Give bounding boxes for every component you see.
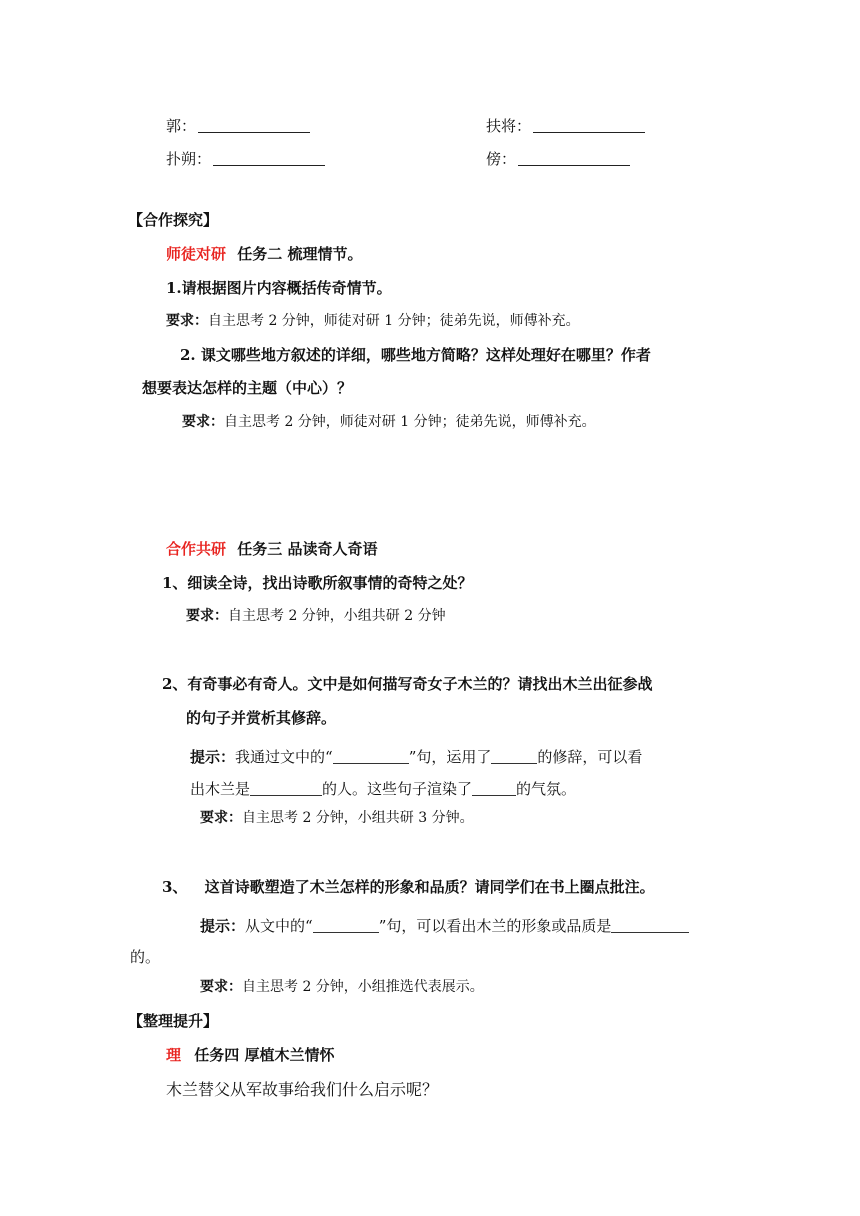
fill-pushuo — [166, 148, 325, 169]
hint-text: 的气氛。 — [516, 780, 577, 798]
requirement-label: 要求： — [200, 810, 242, 826]
answer-blank[interactable] — [250, 781, 322, 796]
task-title: 任务二 梳理情节。 — [237, 245, 363, 263]
fill-bang — [486, 148, 630, 169]
task3-question-2-line1: 2、有奇事必有奇人。文中是如何描写奇女子木兰的？请找出木兰出征参战 — [162, 675, 653, 693]
fill-label: 傍： — [486, 150, 517, 168]
answer-blank[interactable] — [491, 749, 537, 764]
requirement-label: 要求： — [186, 608, 228, 624]
question-number: 3、 — [162, 878, 188, 896]
answer-blank[interactable] — [313, 918, 379, 933]
requirement-5 — [200, 976, 484, 996]
requirement-label: 要求： — [200, 979, 242, 995]
requirement-text: 自主思考 2 分钟，小组推选代表展示。 — [242, 979, 484, 995]
requirement-label: 要求： — [166, 313, 208, 329]
requirement-text: 自主思考 2 分钟，小组共研 3 分钟。 — [242, 810, 474, 826]
hint-label: 提示： — [190, 748, 236, 766]
requirement-4 — [200, 807, 474, 827]
fill-label: 扑朔： — [166, 150, 212, 168]
fill-label: 扶将： — [486, 117, 532, 135]
fill-fujiang — [486, 115, 645, 136]
task-tag: 师徒对研 — [166, 245, 227, 263]
requirement-2 — [182, 411, 596, 431]
answer-blank[interactable] — [213, 151, 325, 166]
answer-blank[interactable] — [472, 781, 516, 796]
task-title: 任务三 品读奇人奇语 — [237, 540, 378, 558]
answer-blank[interactable] — [333, 749, 409, 764]
question-text: 这首诗歌塑造了木兰怎样的形象和品质？请同学们在书上圈点批注。 — [204, 878, 655, 896]
hint-text: ”句，可以看出木兰的形象或品质是 — [378, 917, 612, 935]
fill-guo — [166, 115, 310, 136]
answer-blank[interactable] — [198, 118, 310, 133]
hint-text: 从文中的“ — [245, 917, 313, 935]
requirement-text: 自主思考 2 分钟，小组共研 2 分钟 — [228, 608, 446, 624]
hint-2-line1 — [200, 915, 689, 936]
section-heading-summary: 【整理提升】 — [128, 1012, 219, 1030]
question-2-line1: 2. 课文哪些地方叙述的详细，哪些地方简略？这样处理好在哪里？作者 — [180, 346, 651, 364]
hint-1-line1 — [190, 746, 642, 767]
hint-1-line2 — [190, 778, 576, 799]
requirement-label: 要求： — [182, 414, 224, 430]
hint-text: 我通过文中的“ — [235, 748, 333, 766]
task-tag: 理 — [166, 1046, 182, 1064]
requirement-3 — [186, 605, 446, 625]
task2-heading — [166, 243, 362, 264]
task-tag: 合作共研 — [166, 540, 227, 558]
hint-text: 的修辞，可以看 — [537, 748, 643, 766]
task-title: 任务四 厚植木兰情怀 — [194, 1046, 335, 1064]
fill-label: 郭： — [166, 117, 197, 135]
requirement-text: 自主思考 2 分钟，师徒对研 1 分钟；徒弟先说，师傅补充。 — [208, 313, 580, 329]
answer-blank[interactable] — [533, 118, 645, 133]
section-heading-cooperate: 【合作探究】 — [128, 211, 219, 229]
hint-text: ”句，运用了 — [408, 748, 492, 766]
requirement-1 — [166, 310, 580, 330]
final-question: 木兰替父从军故事给我们什么启示呢？ — [166, 1080, 439, 1099]
answer-blank[interactable] — [611, 918, 689, 933]
answer-blank[interactable] — [518, 151, 630, 166]
hint-text: 的人。这些句子渲染了 — [322, 780, 473, 798]
question-2-line2: 想要表达怎样的主题（中心）？ — [142, 379, 353, 397]
task3-heading — [166, 538, 377, 559]
hint-2-line2: 的。 — [130, 948, 161, 966]
question-1: 1.请根据图片内容概括传奇情节。 — [166, 279, 392, 297]
task3-question-1: 1、细读全诗，找出诗歌所叙事情的奇特之处？ — [162, 574, 473, 592]
requirement-text: 自主思考 2 分钟，师徒对研 1 分钟；徒弟先说，师傅补充。 — [224, 414, 596, 430]
hint-label: 提示： — [200, 917, 246, 935]
task3-question-2-line2: 的句子并赏析其修辞。 — [186, 709, 337, 727]
task4-heading — [166, 1044, 334, 1065]
task3-question-3 — [162, 876, 655, 897]
hint-text: 出木兰是 — [190, 780, 251, 798]
